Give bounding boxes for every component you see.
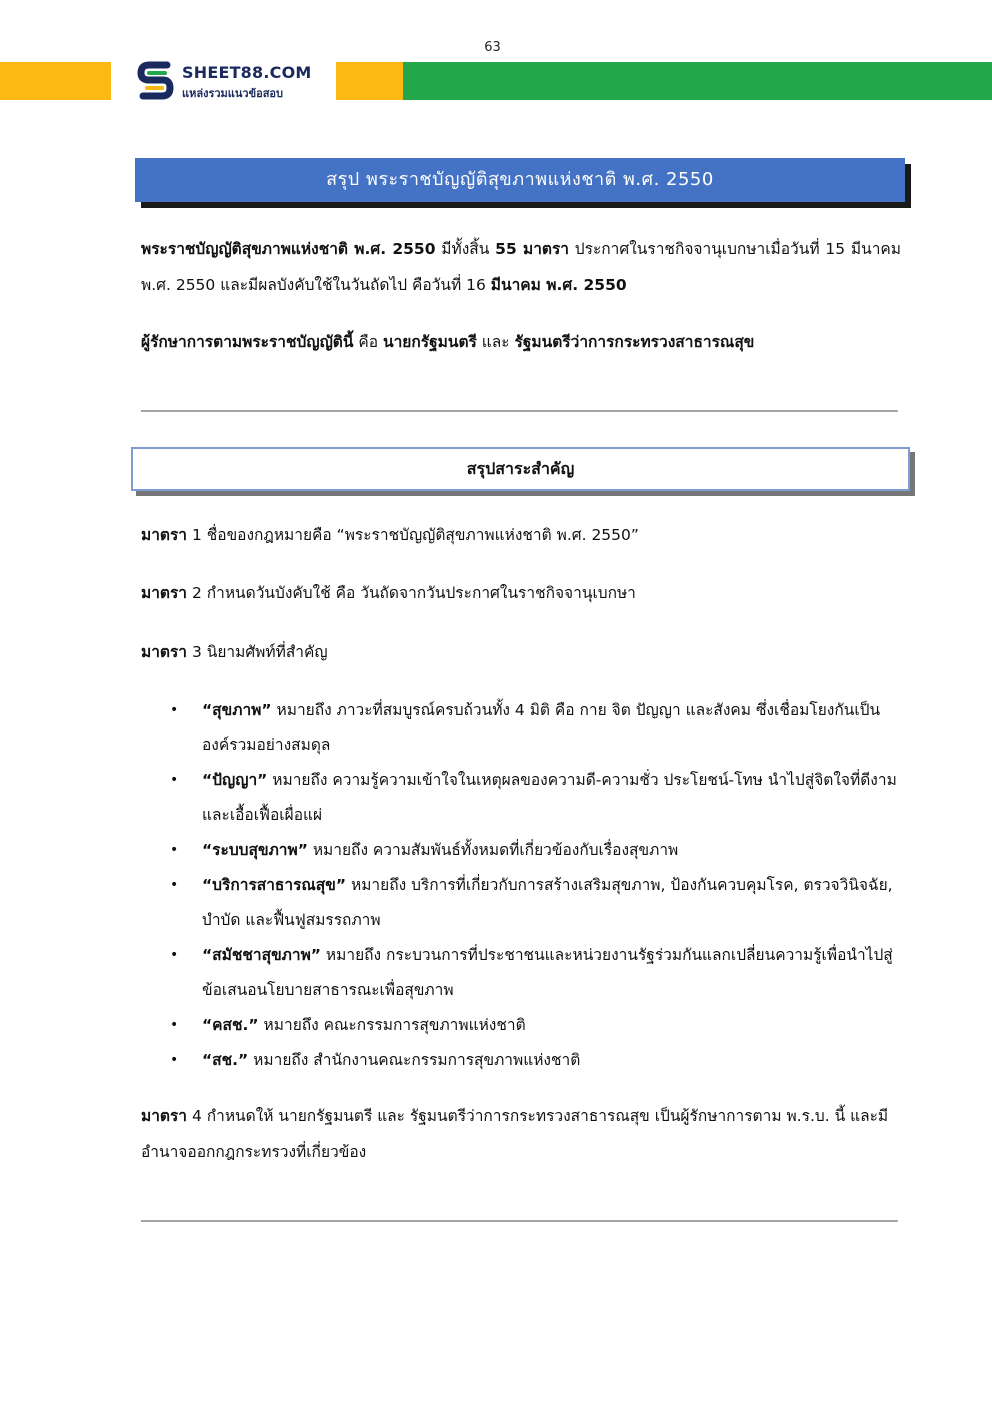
header-band-yellow-mid (336, 62, 403, 100)
section-number: 3 (187, 643, 202, 661)
section-text: ชื่อของกฎหมายคือ “พระราชบัญญัติสุขภาพแห่งชาติ พ.ศ. 2550” (201, 526, 639, 544)
section-label: มาตรา (141, 526, 188, 544)
definition-text: หมายถึง กระบวนการที่ประชาชนและหน่วยงานรัฐร่วมกันแลกเปลี่ยนความรู้เพื่อนำไปสู่ข้อเสนอนโยบายสาธารณะเพื่อสุขภาพ (202, 946, 893, 999)
definition-term: “สุขภาพ” (202, 701, 272, 719)
section-1 (141, 518, 901, 552)
section-label: มาตรา (141, 584, 188, 602)
definition-text: หมายถึง ความสัมพันธ์ทั้งหมดที่เกี่ยวข้องกับเรื่องสุขภาพ (307, 841, 679, 859)
sheet88-logo (133, 58, 333, 104)
header-band-yellow-left (0, 62, 111, 100)
bullet-icon: • (170, 1017, 179, 1033)
definition-term: “บริการสาธารณสุข” (202, 876, 347, 894)
act-name: พระราชบัญญัติสุขภาพแห่งชาติ พ.ศ. 2550 (141, 240, 436, 258)
section-2 (141, 576, 901, 610)
section-number: 2 (187, 584, 202, 602)
effective-date: มีนาคม พ.ศ. 2550 (490, 276, 627, 294)
definition-text: หมายถึง บริการที่เกี่ยวกับการสร้างเสริมสุขภาพ, ป้องกันควบคุมโรค, ตรวจวินิจฉัย, บำบัด และฟื้นฟูสมรรถภาพ (202, 876, 893, 929)
intro-paragraph (141, 231, 901, 303)
section-3 (141, 635, 901, 669)
list-item (170, 763, 900, 833)
page-number: 63 (484, 40, 501, 55)
section-text: กำหนดวันบังคับใช้ คือ วันถัดจากวันประกาศในราชกิจจานุเบกษา (201, 584, 636, 602)
guardian-pm: นายกรัฐมนตรี (383, 333, 477, 351)
section-number: 1 (187, 526, 202, 544)
bullet-icon: • (170, 702, 179, 718)
list-item (170, 833, 900, 868)
bullet-icon: • (170, 772, 179, 788)
guardian-minister: รัฐมนตรีว่าการกระทรวงสาธารณสุข (514, 333, 755, 351)
divider (141, 1220, 898, 1222)
bullet-icon: • (170, 842, 179, 858)
definition-term: “ปัญญา” (202, 771, 268, 789)
definition-term: “คสช.” (202, 1016, 259, 1034)
logo-title: SHEET88.COM (182, 63, 312, 82)
header-band-green (403, 62, 992, 100)
section-4 (141, 1098, 901, 1170)
list-item (170, 1043, 900, 1078)
section-text: นิยามศัพท์ที่สำคัญ (201, 643, 328, 661)
bullet-icon: • (170, 947, 179, 963)
intro-text-1: มีทั้งสิ้น (435, 240, 496, 258)
guardian-text-2: และ (476, 333, 515, 351)
guardian-text-1: คือ (353, 333, 383, 351)
list-item (170, 868, 900, 938)
definition-text: หมายถึง สำนักงานคณะกรรมการสุขภาพแห่งชาติ (248, 1051, 581, 1069)
bullet-icon: • (170, 1052, 179, 1068)
guardian-label: ผู้รักษาการตามพระราชบัญญัตินี้ (141, 333, 354, 351)
definition-text: หมายถึง ภาวะที่สมบูรณ์ครบถ้วนทั้ง 4 มิติ คือ กาย จิต ปัญญา และสังคม ซึ่งเชื่อมโยงกันเป็นองค์รวมอย่างสมดุล (202, 701, 881, 754)
logo-s-icon (137, 61, 175, 101)
guardian-paragraph (141, 324, 901, 360)
intro-text-2: ประกาศในราชกิจจานุเบกษาเมื่อวันที่ 15 มีนาคม พ.ศ. 2550 และมีผลบังคับใช้ในวันถัดไป คือวันที่ 16 (141, 240, 901, 294)
definition-text: หมายถึง คณะกรรมการสุขภาพแห่งชาติ (258, 1016, 526, 1034)
section-label: มาตรา (141, 1107, 188, 1125)
list-item (170, 938, 900, 1008)
section-count: 55 มาตรา (495, 240, 570, 258)
logo-tagline: แหล่งรวมแนวข้อสอบ (182, 87, 284, 100)
section-label: มาตรา (141, 643, 188, 661)
list-item (170, 1008, 900, 1043)
definition-term: “สมัชชาสุขภาพ” (202, 946, 321, 964)
summary-heading: สรุปสาระสำคัญ (131, 447, 910, 491)
definition-text: หมายถึง ความรู้ความเข้าใจในเหตุผลของความดี-ความชั่ว ประโยชน์-โทษ นำไปสู่จิตใจที่ดีงามและเอื้อเฟื้อเผื่อแผ่ (202, 771, 897, 824)
bullet-icon: • (170, 877, 179, 893)
definition-term: “ระบบสุขภาพ” (202, 841, 308, 859)
section-text: กำหนดให้ นายกรัฐมนตรี และ รัฐมนตรีว่าการกระทรวงสาธารณสุข เป็นผู้รักษาการตาม พ.ร.บ. นี้ และมีอำนาจออกกฎกระทรวงที่เกี่ยวข้อง (141, 1107, 889, 1161)
list-item (170, 693, 900, 763)
definition-term: “สช.” (202, 1051, 249, 1069)
definitions-list (170, 693, 900, 1078)
section-number: 4 (187, 1107, 202, 1125)
document-title: สรุป พระราชบัญญัติสุขภาพแห่งชาติ พ.ศ. 2550 (135, 158, 905, 202)
divider (141, 410, 898, 412)
